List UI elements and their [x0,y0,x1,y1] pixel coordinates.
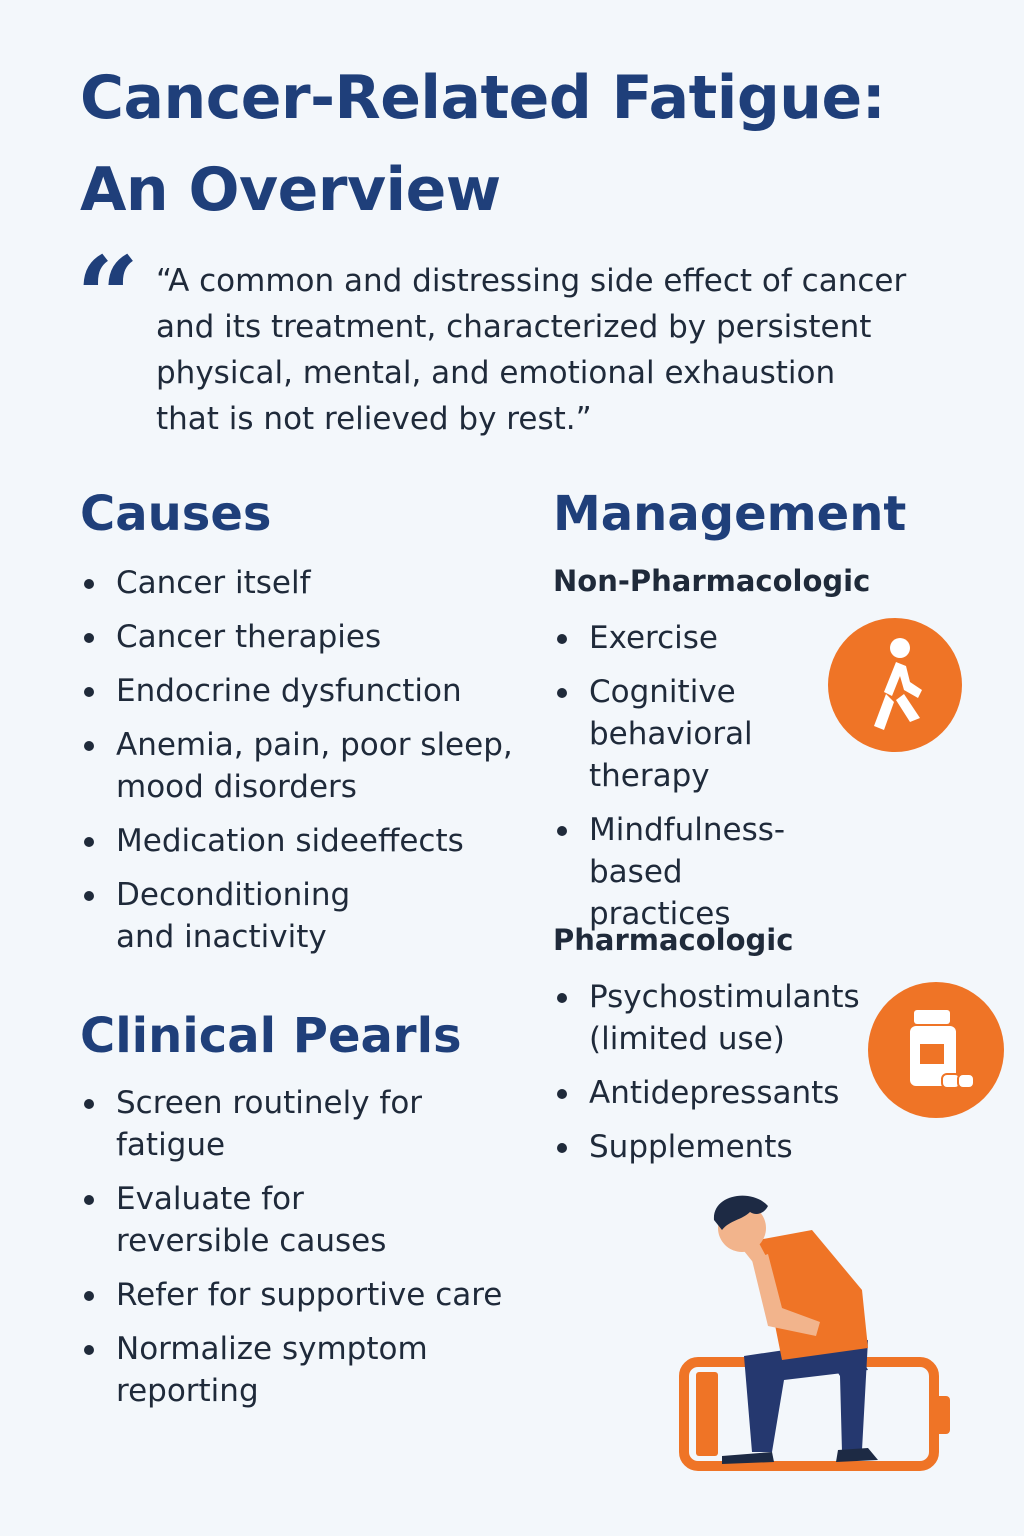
list-item: Psychostimulants (limited use) [553,976,883,1060]
list-item: Endocrine dysfunction [80,670,530,712]
causes-heading: Causes [80,486,272,542]
list-item: Medication sideeffects [80,820,530,862]
list-item: Cancer therapies [80,616,530,658]
list-item: Cancer itself [80,562,530,604]
quote-mark-icon: “ [76,232,140,361]
list-item: Supplements [553,1126,883,1168]
page-title [80,52,980,236]
quote-line: physical, mental, and emotional exhaustion [156,355,836,391]
clinical-pearls-list [80,1082,530,1424]
title-line-2: An Overview [80,155,501,225]
list-item: Exercise [553,617,843,659]
quote-line: that is not relieved by rest.” [156,401,592,437]
pharmacologic-heading: Pharmacologic [553,923,794,957]
list-item: Cognitive behavioral therapy [553,671,843,797]
walking-person-icon [828,618,962,752]
list-item: Antidepressants [553,1072,883,1114]
list-item: Screen routinely for fatigue [80,1082,530,1166]
title-line-1: Cancer-Related Fatigue: [80,63,886,133]
management-heading: Management [553,486,907,542]
non-pharmacologic-list [553,617,843,947]
list-item: Evaluate for reversible causes [80,1178,530,1262]
pharmacologic-list [553,976,883,1180]
definition-quote [156,258,976,442]
list-item: Anemia, pain, poor sleep, mood disorders [80,724,530,808]
quote-line: and its treatment, characterized by persistent [156,309,872,345]
clinical-pearls-heading: Clinical Pearls [80,1008,462,1064]
pill-bottle-icon [868,982,1004,1118]
list-item: Mindfulness-based practices [553,809,843,935]
quote-line: “A common and distressing side effect of cancer [156,263,907,299]
list-item: Normalize symptom reporting [80,1328,530,1412]
tired-person-on-low-battery-icon [672,1190,962,1480]
list-item: Refer for supportive care [80,1274,530,1316]
causes-list [80,562,530,970]
list-item: Deconditioning and inactivity [80,874,530,958]
non-pharmacologic-heading: Non-Pharmacologic [553,564,871,598]
